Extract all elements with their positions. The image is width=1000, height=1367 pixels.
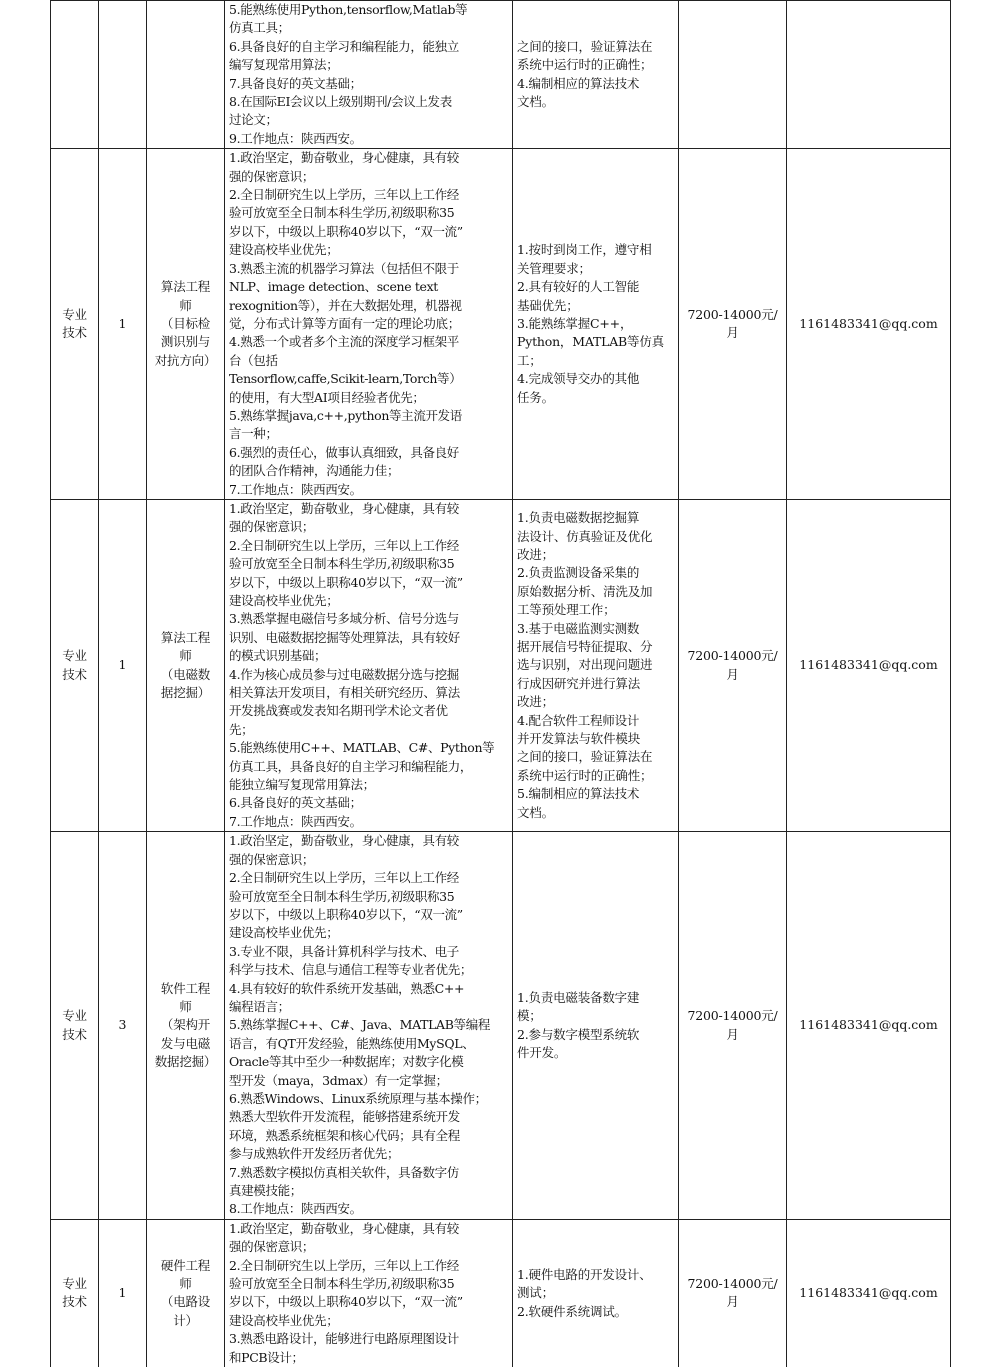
requirement-line: 7.熟悉数字模拟仿真相关软件，具备数字仿	[229, 1164, 459, 1180]
requirement-line: 1.政治坚定，勤奋敬业，身心健康，具有较	[229, 150, 459, 166]
requirement-line: 5.能熟练使用C++、MATLAB、C#、Python等	[229, 740, 495, 756]
duty-line: 4.编制相应的算法技术	[517, 75, 640, 91]
requirement-line: 台（包括	[229, 352, 278, 368]
duty-line: 原始数据分析、清洗及加	[517, 583, 653, 599]
category-line: 技术	[62, 1294, 87, 1310]
salary-line: 7200-14000元/	[687, 648, 778, 664]
salary-line: 7200-14000元/	[687, 306, 778, 322]
duties-cell	[513, 1, 679, 149]
requirement-line: 5.熟练掌握C++、C#、Java、MATLAB等编程	[229, 1017, 490, 1033]
requirement-line: 5.能熟练使用Python,tensorflow,Matlab等	[229, 2, 468, 17]
position-title-line: 师	[179, 1276, 192, 1292]
duty-line: 并开发算法与软件模块	[517, 731, 641, 747]
duty-line: 5.编制相应的算法技术	[517, 786, 640, 802]
requirement-line: Tensorflow,caffe,Scikit-learn,Torch等）	[229, 371, 462, 387]
category-line: 专业	[62, 1276, 87, 1292]
requirement-line: 建设高校毕业优先；	[229, 593, 339, 608]
position-title-line: （目标检	[160, 315, 211, 331]
requirement-line: 3.熟悉电路设计，能够进行电路原理图设计	[229, 1331, 459, 1347]
headcount-cell: 1	[99, 499, 147, 831]
duty-line: 模；	[517, 1008, 542, 1024]
requirement-line: 的模式识别基础；	[229, 648, 327, 664]
contact-email-cell	[787, 1, 951, 149]
requirement-line: 岁以下，中级以上职称40岁以下，“双一流”	[229, 574, 463, 590]
duty-line: 文档。	[517, 804, 554, 820]
duty-line: 工等预处理工作；	[517, 602, 616, 618]
duty-line: 测试；	[517, 1285, 554, 1301]
table-row	[51, 499, 951, 831]
requirement-line: 6.具备良好的自主学习和编程能力，能独立	[229, 38, 459, 54]
requirement-line: 8.在国际EI会议以上级别期刊/会议上发表	[229, 94, 452, 110]
requirement-line: 3.专业不限，具备计算机科学与技术、电子	[229, 943, 459, 959]
headcount-cell: 1	[99, 149, 147, 500]
position-title-line: 师	[179, 998, 192, 1014]
requirement-line: Oracle等其中至少一种数据库；对数字化模	[229, 1054, 464, 1070]
requirement-line: 强的保密意识；	[229, 851, 315, 867]
requirement-line: 先；	[229, 721, 254, 737]
requirement-line: 环境，熟悉系统框架和核心代码；具有全程	[229, 1127, 460, 1143]
requirement-line: 2.全日制研究生以上学历，三年以上工作经	[229, 870, 459, 886]
duty-line: 3.能熟练掌握C++，	[517, 315, 633, 331]
duty-line: 系统中运行时的正确性；	[517, 767, 653, 783]
requirement-line: 2.全日制研究生以上学历，三年以上工作经	[229, 1257, 459, 1273]
requirement-line: 5.熟练掌握java,c++,python等主流开发语	[229, 407, 462, 423]
duty-line: 法设计、仿真验证及优化	[517, 528, 653, 544]
requirement-line: 验可放宽至全日制本科生学历,初级职称35	[229, 888, 455, 904]
contact-email-cell: 1161483341@qq.com	[787, 149, 951, 500]
duty-line: 1.负责电磁数据挖掘算	[517, 510, 640, 526]
duty-line: 系统中运行时的正确性；	[517, 57, 653, 73]
category-line: 专业	[62, 306, 87, 322]
recruitment-table	[50, 0, 951, 1367]
requirements-cell	[225, 149, 513, 500]
duty-line: Python，MATLAB等仿真	[517, 334, 664, 350]
category-cell	[51, 1, 99, 149]
position-title-line: 硬件工程	[160, 1257, 211, 1273]
duty-line: 1.负责电磁装备数字建	[517, 989, 640, 1005]
category-cell	[51, 1219, 99, 1367]
duty-line: 工；	[517, 352, 542, 368]
position-title-cell	[147, 1, 225, 149]
category-cell	[51, 149, 99, 500]
position-title-line: 软件工程	[160, 980, 211, 996]
requirement-line: 开发挑战赛或发表知名期刊学术论文者优	[229, 703, 448, 719]
duty-line: 改进；	[517, 546, 554, 562]
headcount-cell: 1	[99, 1219, 147, 1367]
position-title-line: 据挖掘）	[160, 685, 211, 701]
requirement-line: 验可放宽至全日制本科生学历,初级职称35	[229, 205, 455, 221]
salary-cell	[679, 499, 787, 831]
position-title-line: （架构开	[160, 1017, 211, 1033]
salary-cell	[679, 1, 787, 149]
position-title-line: 测识别与	[160, 334, 211, 350]
category-line: 专业	[62, 648, 87, 664]
requirement-line: 2.全日制研究生以上学历，三年以上工作经	[229, 187, 459, 203]
requirement-line: 仿真工具；	[229, 20, 290, 36]
position-title-line: 发与电磁	[160, 1035, 211, 1051]
requirement-line: 7.工作地点：陕西西安。	[229, 481, 362, 497]
requirement-line: 3.熟悉主流的机器学习算法（包括但不限于	[229, 260, 459, 276]
position-title-line: 数据挖掘）	[154, 1054, 217, 1070]
requirement-line: 岁以下，中级以上职称40岁以下，“双一流”	[229, 1294, 463, 1310]
contact-email-cell: 1161483341@qq.com	[787, 499, 951, 831]
duty-line: 1.按时到岗工作，遵守相	[517, 242, 652, 258]
requirement-line: 验可放宽至全日制本科生学历,初级职称35	[229, 556, 455, 572]
duty-line: 2.软硬件系统调试。	[517, 1303, 627, 1319]
table-row	[51, 1219, 951, 1367]
requirement-line: 7.具备良好的英文基础；	[229, 75, 362, 91]
duties-cell	[513, 1219, 679, 1367]
requirement-line: 熟悉大型软件开发流程，能够搭建系统开发	[229, 1109, 460, 1125]
position-title-line: 对抗方向）	[154, 352, 217, 368]
duty-line: 2.参与数字模型系统软	[517, 1026, 640, 1042]
requirement-line: 1.政治坚定，勤奋敬业，身心健康，具有较	[229, 500, 459, 516]
requirement-line: 1.政治坚定，勤奋敬业，身心健康，具有较	[229, 1220, 459, 1236]
duty-line: 之间的接口，验证算法在	[517, 38, 653, 54]
table-row	[51, 1, 951, 149]
requirement-line: 觉，分布式计算等方面有一定的理论功底；	[229, 315, 460, 331]
requirement-line: NLP、image detection、scene text	[229, 279, 438, 295]
contact-email-cell: 1161483341@qq.com	[787, 1219, 951, 1367]
requirement-line: 言一种；	[229, 426, 278, 442]
requirement-line: 相关算法开发项目，有相关研究经历、算法	[229, 685, 460, 701]
salary-line: 月	[726, 325, 739, 341]
requirement-line: 强的保密意识；	[229, 519, 315, 535]
salary-line: 月	[726, 1294, 739, 1310]
headcount-cell	[99, 1, 147, 149]
category-line: 专业	[62, 1008, 87, 1024]
requirement-line: 编写复现常用算法；	[229, 57, 339, 73]
requirement-line: 4.具有较好的软件系统开发基础，熟悉C++	[229, 980, 465, 996]
salary-cell	[679, 832, 787, 1220]
duties-cell	[513, 832, 679, 1220]
requirements-cell	[225, 832, 513, 1220]
duties-cell	[513, 499, 679, 831]
salary-line: 7200-14000元/	[687, 1008, 778, 1024]
position-title-cell	[147, 1219, 225, 1367]
requirement-line: 建设高校毕业优先；	[229, 1312, 339, 1328]
duty-line: 之间的接口，验证算法在	[517, 749, 653, 765]
category-line: 技术	[62, 666, 87, 682]
requirement-line: 6.熟悉Windows、Linux系统原理与基本操作；	[229, 1090, 487, 1106]
duty-line: 据开展信号特征提取、分	[517, 639, 653, 655]
contact-email-cell: 1161483341@qq.com	[787, 832, 951, 1220]
duties-cell	[513, 149, 679, 500]
requirement-line: 科学与技术、信息与通信工程等专业者优先；	[229, 962, 473, 978]
duty-line: 任务。	[517, 389, 554, 405]
salary-line: 7200-14000元/	[687, 1276, 778, 1292]
category-cell	[51, 499, 99, 831]
requirement-line: 强的保密意识；	[229, 1239, 315, 1255]
requirement-line: 1.政治坚定，勤奋敬业，身心健康，具有较	[229, 833, 459, 849]
duty-line: 文档。	[517, 94, 554, 110]
duty-line: 关管理要求；	[517, 260, 591, 276]
position-title-line: 算法工程	[160, 279, 211, 295]
requirement-line: 建设高校毕业优先；	[229, 242, 339, 258]
position-title-cell	[147, 149, 225, 500]
salary-cell	[679, 1219, 787, 1367]
requirement-line: 6.具备良好的英文基础；	[229, 795, 362, 811]
requirement-line: 仿真工具，具备良好的自主学习和编程能力，	[229, 758, 473, 774]
requirement-line: 3.熟悉掌握电磁信号多域分析、信号分选与	[229, 611, 459, 627]
requirement-line: 的团队合作精神，沟通能力佳；	[229, 463, 400, 479]
category-line: 技术	[62, 325, 87, 341]
requirement-line: 4.熟悉一个或者多个主流的深度学习框架平	[229, 334, 459, 350]
category-line: 技术	[62, 1026, 87, 1042]
duty-line: 4.完成领导交办的其他	[517, 371, 640, 387]
requirement-line: 参与成熟软件开发经历者优先；	[229, 1146, 400, 1162]
requirement-line: 真建模技能；	[229, 1183, 302, 1198]
duty-line: 件开发。	[517, 1044, 567, 1060]
duty-line: 2.负责监测设备采集的	[517, 565, 640, 581]
requirement-line: 7.工作地点：陕西西安。	[229, 813, 362, 829]
requirement-line: 6.强烈的责任心，做事认真细致，具备良好	[229, 444, 459, 460]
requirement-line: 过论文；	[229, 112, 278, 128]
position-title-line: 算法工程	[160, 629, 211, 645]
position-title-line: （电路设	[160, 1294, 211, 1310]
table-row	[51, 832, 951, 1220]
requirement-line: 型开发（maya，3dmax）有一定掌握；	[229, 1072, 448, 1088]
salary-line: 月	[726, 1026, 739, 1042]
requirement-line: 和PCB设计；	[229, 1349, 304, 1365]
duty-line: 3.基于电磁监测实测数	[517, 620, 640, 636]
requirements-cell	[225, 1219, 513, 1367]
requirement-line: 建设高校毕业优先；	[229, 925, 339, 941]
requirement-line: 岁以下，中级以上职称40岁以下，“双一流”	[229, 906, 463, 922]
requirement-line: 能独立编写复现常用算法；	[229, 777, 375, 793]
position-title-line: （电磁数	[160, 666, 211, 682]
requirement-line: 强的保密意识；	[229, 168, 315, 184]
requirement-line: 9.工作地点：陕西西安。	[229, 130, 362, 146]
requirement-line: 识别、电磁数据挖掘等处理算法，具有较好	[229, 629, 460, 645]
position-title-line: 师	[179, 648, 192, 664]
requirement-line: 编程语言；	[229, 998, 290, 1014]
requirement-line: 验可放宽至全日制本科生学历,初级职称35	[229, 1276, 455, 1292]
requirements-cell	[225, 499, 513, 831]
requirement-line: 的使用，有大型AI项目经验者优先；	[229, 389, 425, 405]
duty-line: 改进；	[517, 694, 554, 710]
requirement-line: 2.全日制研究生以上学历，三年以上工作经	[229, 537, 459, 553]
requirement-line: 语言，有QT开发经验，能熟练使用MySQL、	[229, 1035, 475, 1051]
requirement-line: 岁以下，中级以上职称40岁以下，“双一流”	[229, 223, 463, 239]
duty-line: 行成因研究并进行算法	[517, 675, 641, 691]
requirements-cell	[225, 1, 513, 149]
duty-line: 选与识别，对出现问题进	[517, 657, 653, 673]
requirement-line: 8.工作地点：陕西西安。	[229, 1201, 362, 1217]
requirement-line: rexognition等），并在大数据处理，机器视	[229, 297, 462, 313]
duty-line: 4.配合软件工程师设计	[517, 712, 640, 728]
duty-line: 基础优先；	[517, 297, 579, 313]
position-title-line: 师	[179, 297, 192, 313]
duty-line: 2.具有较好的人工智能	[517, 279, 640, 295]
requirement-line: 4.作为核心成员参与过电磁数据分选与挖掘	[229, 666, 459, 682]
table-row	[51, 149, 951, 500]
salary-cell	[679, 149, 787, 500]
position-title-cell	[147, 832, 225, 1220]
category-cell	[51, 832, 99, 1220]
headcount-cell: 3	[99, 832, 147, 1220]
position-title-line: 计）	[173, 1312, 198, 1328]
salary-line: 月	[726, 666, 739, 682]
position-title-cell	[147, 499, 225, 831]
duty-line: 1.硬件电路的开发设计、	[517, 1266, 652, 1282]
